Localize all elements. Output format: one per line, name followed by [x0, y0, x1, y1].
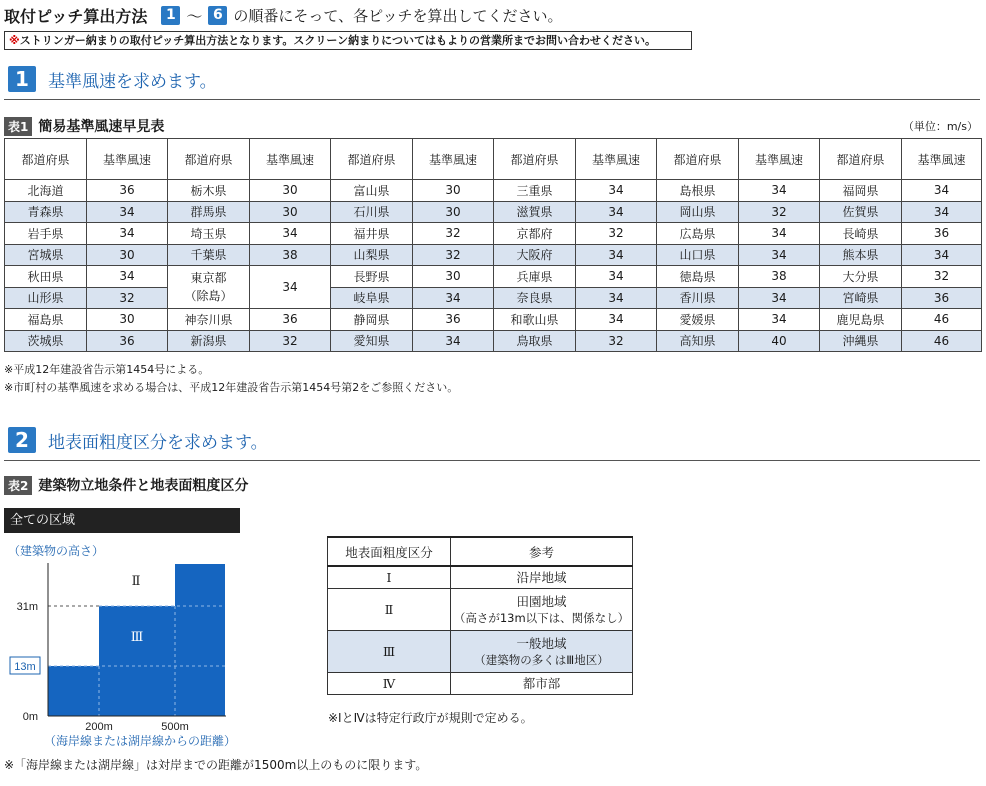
speed-cell: 34	[576, 309, 657, 331]
pref-cell: 沖縄県	[820, 330, 902, 352]
pref-cell: 福岡県	[820, 180, 902, 202]
table2-label	[4, 475, 248, 495]
pref-cell: 長崎県	[820, 223, 902, 245]
speed-cell: 34	[576, 244, 657, 266]
speed-cell: 38	[250, 244, 331, 266]
pref-cell: 岡山県	[657, 201, 739, 223]
rough-ref-sub: （建築物の多くはⅢ地区）	[474, 653, 609, 667]
zone3-mid-block	[99, 606, 175, 716]
speed-cell: 30	[250, 180, 331, 202]
pref-cell: 和歌山県	[494, 309, 576, 331]
rough-row-1	[328, 566, 633, 588]
speed-cell: 36	[87, 180, 168, 202]
pref-cell: 宮城県	[5, 244, 87, 266]
speed-cell: 34	[413, 287, 494, 309]
section1-title: 基準風速を求めます。	[48, 71, 217, 92]
rough-ref: 一般地域	[516, 636, 567, 651]
pref-cell: 長野県	[331, 266, 413, 288]
rough-head-zone: 地表面粗度区分	[328, 537, 451, 566]
pref-cell: 島根県	[657, 180, 739, 202]
header-speed: 基準風速	[413, 139, 494, 180]
speed-cell: 40	[739, 330, 820, 352]
pref-cell: 三重県	[494, 180, 576, 202]
rough-ref-sub: （高さが13m以下は、関係なし）	[453, 611, 630, 625]
roughness-chart	[0, 533, 300, 753]
speed-cell: 30	[87, 244, 168, 266]
rough-zone: Ⅱ	[328, 588, 451, 630]
speed-cell: 34	[902, 244, 982, 266]
ytick-13m: 13m	[14, 661, 36, 673]
speed-cell: 32	[413, 223, 494, 245]
pref-cell: 大分県	[820, 266, 902, 288]
rough-zone: Ⅳ	[328, 672, 451, 694]
speed-cell-tokyo: 34	[250, 266, 331, 309]
rough-row-3	[328, 630, 633, 672]
speed-cell: 46	[902, 309, 982, 331]
zone3-label: Ⅲ	[130, 630, 144, 645]
pref-cell: 鳥取県	[494, 330, 576, 352]
speed-cell: 32	[576, 223, 657, 245]
rough-ref: 田園地域	[516, 594, 567, 609]
pref-cell: 岩手県	[5, 223, 87, 245]
pref-cell: 岐阜県	[331, 287, 413, 309]
speed-cell: 36	[87, 330, 168, 352]
pref-cell: 奈良県	[494, 287, 576, 309]
pref-cell: 山形県	[5, 287, 87, 309]
page-title	[4, 4, 563, 27]
roughness-table	[327, 536, 633, 695]
note-1: ※平成12年建設省告示第1454号による。	[4, 363, 210, 376]
pref-cell: 栃木県	[168, 180, 250, 202]
pref-cell: 広島県	[657, 223, 739, 245]
pref-cell: 新潟県	[168, 330, 250, 352]
pref-cell: 愛知県	[331, 330, 413, 352]
header-pref: 都道府県	[331, 139, 413, 180]
header-pref: 都道府県	[168, 139, 250, 180]
rough-ref: 沿岸地域	[451, 566, 633, 588]
table2-tag: 表2	[4, 476, 32, 495]
wind-row	[5, 266, 982, 288]
speed-cell: 32	[739, 201, 820, 223]
header-speed: 基準風速	[576, 139, 657, 180]
table1-title: 簡易基準風速早見表	[38, 119, 165, 135]
speed-cell: 34	[739, 223, 820, 245]
section1-heading	[8, 66, 217, 92]
zone-bar: 全ての区域	[4, 508, 240, 533]
pref-cell: 秋田県	[5, 266, 87, 288]
pref-cell: 青森県	[5, 201, 87, 223]
pref-cell: 鹿児島県	[820, 309, 902, 331]
pref-cell: 大阪府	[494, 244, 576, 266]
speed-cell: 36	[902, 287, 982, 309]
section1-number: 1	[8, 66, 36, 92]
speed-cell: 32	[576, 330, 657, 352]
chart-ylabel: （建築物の高さ）	[8, 544, 105, 558]
table1-tag: 表1	[4, 117, 32, 136]
step-to-badge: 6	[208, 6, 227, 25]
pref-cell: 福島県	[5, 309, 87, 331]
section2-number: 2	[8, 427, 36, 453]
header-speed: 基準風速	[739, 139, 820, 180]
speed-cell: 34	[576, 266, 657, 288]
header-pref: 都道府県	[657, 139, 739, 180]
speed-cell: 46	[902, 330, 982, 352]
speed-cell: 30	[413, 201, 494, 223]
rough-zone: Ⅰ	[328, 566, 451, 588]
speed-cell: 34	[902, 180, 982, 202]
speed-cell: 32	[413, 244, 494, 266]
notice-box	[4, 31, 692, 50]
xtick-200m: 200m	[85, 721, 113, 733]
chart-xlabel: （海岸線または湖岸線からの距離）	[43, 734, 237, 748]
speed-cell: 30	[87, 309, 168, 331]
pref-cell: 群馬県	[168, 201, 250, 223]
pref-cell: 徳島県	[657, 266, 739, 288]
pref-cell: 兵庫県	[494, 266, 576, 288]
zone2-label: Ⅱ	[131, 574, 141, 589]
speed-cell: 34	[87, 223, 168, 245]
header-speed: 基準風速	[87, 139, 168, 180]
note-2: ※市町村の基準風速を求める場合は、平成12年建設省告示第1454号第2をご参照ください。	[4, 381, 459, 394]
header-speed: 基準風速	[902, 139, 982, 180]
unit-label: （単位：m/s）	[902, 120, 978, 133]
title-tail: の順番にそって、各ピッチを算出してください。	[233, 7, 563, 25]
header-pref: 都道府県	[494, 139, 576, 180]
pref-cell: 香川県	[657, 287, 739, 309]
speed-cell: 34	[576, 180, 657, 202]
pref-cell: 福井県	[331, 223, 413, 245]
speed-cell: 30	[413, 266, 494, 288]
step-from-badge: 1	[161, 6, 180, 25]
pref-cell: 愛媛県	[657, 309, 739, 331]
wind-row	[5, 223, 982, 245]
pref-cell: 京都府	[494, 223, 576, 245]
pref-cell: 神奈川県	[168, 309, 250, 331]
wind-row	[5, 201, 982, 223]
header-speed: 基準風速	[250, 139, 331, 180]
rough-ref-cell	[451, 588, 633, 630]
section2-heading	[8, 427, 268, 453]
pref-cell: 宮崎県	[820, 287, 902, 309]
section2-divider	[4, 460, 980, 461]
pref-cell: 山口県	[657, 244, 739, 266]
speed-cell: 34	[576, 201, 657, 223]
footnote: ※「海岸線または湖岸線」は対岸までの距離が1500m以上のものに限ります。	[4, 758, 428, 772]
wind-speed-table	[4, 138, 982, 352]
speed-cell: 32	[902, 266, 982, 288]
notice-mark: ※	[9, 34, 20, 47]
pref-cell: 滋賀県	[494, 201, 576, 223]
speed-cell: 32	[87, 287, 168, 309]
speed-cell: 34	[413, 330, 494, 352]
rough-row-4	[328, 672, 633, 694]
rough-ref: 都市部	[451, 672, 633, 694]
pref-cell: 熊本県	[820, 244, 902, 266]
speed-cell: 34	[87, 201, 168, 223]
pref-cell: 埼玉県	[168, 223, 250, 245]
speed-cell: 34	[739, 287, 820, 309]
speed-cell: 36	[250, 309, 331, 331]
rough-ref-cell	[451, 630, 633, 672]
speed-cell: 34	[250, 223, 331, 245]
wind-row	[5, 244, 982, 266]
tokyo-line1: 東京都	[190, 271, 227, 285]
speed-cell: 34	[87, 266, 168, 288]
speed-cell: 34	[739, 244, 820, 266]
pref-cell: 石川県	[331, 201, 413, 223]
table2-title: 建築物立地条件と地表面粗度区分	[38, 478, 249, 494]
header-pref: 都道府県	[820, 139, 902, 180]
speed-cell: 36	[902, 223, 982, 245]
ytick-0m: 0m	[22, 711, 38, 723]
rough-head-ref: 参考	[451, 537, 633, 566]
table1-label	[4, 116, 164, 136]
speed-cell: 34	[902, 201, 982, 223]
pref-cell: 茨城県	[5, 330, 87, 352]
xtick-500m: 500m	[161, 721, 189, 733]
wind-row	[5, 287, 982, 309]
pref-cell: 富山県	[331, 180, 413, 202]
section2-title: 地表面粗度区分を求めます。	[48, 432, 268, 453]
wind-table-header	[5, 139, 982, 180]
speed-cell: 34	[739, 309, 820, 331]
rough-note: ※ⅠとⅣは特定行政庁が規則で定める。	[328, 711, 533, 725]
notice-text: ストリンガー納まりの取付ピッチ算出方法となります。スクリーン納まりについてはもよりの営業所までお問い合わせください。	[19, 34, 656, 47]
pref-cell: 山梨県	[331, 244, 413, 266]
speed-cell: 30	[413, 180, 494, 202]
speed-cell: 32	[250, 330, 331, 352]
title-text: 取付ピッチ算出方法	[4, 7, 148, 26]
wind-row	[5, 180, 982, 202]
zone3-low-block	[48, 666, 99, 716]
speed-cell: 38	[739, 266, 820, 288]
header-pref: 都道府県	[5, 139, 87, 180]
tokyo-line2: （除島）	[184, 289, 233, 303]
speed-cell: 36	[413, 309, 494, 331]
section1-divider	[4, 99, 980, 100]
wind-row	[5, 309, 982, 331]
ytick-31m: 31m	[16, 601, 38, 613]
pref-cell: 千葉県	[168, 244, 250, 266]
speed-cell: 34	[576, 287, 657, 309]
pref-cell: 北海道	[5, 180, 87, 202]
rough-zone: Ⅲ	[328, 630, 451, 672]
pref-cell: 佐賀県	[820, 201, 902, 223]
speed-cell: 34	[739, 180, 820, 202]
speed-cell: 30	[250, 201, 331, 223]
rough-row-2	[328, 588, 633, 630]
range-mark: ～	[186, 7, 203, 26]
wind-row	[5, 330, 982, 352]
pref-cell: 高知県	[657, 330, 739, 352]
pref-cell: 静岡県	[331, 309, 413, 331]
zone3-high-block	[175, 564, 225, 716]
pref-cell-tokyo	[168, 266, 250, 309]
